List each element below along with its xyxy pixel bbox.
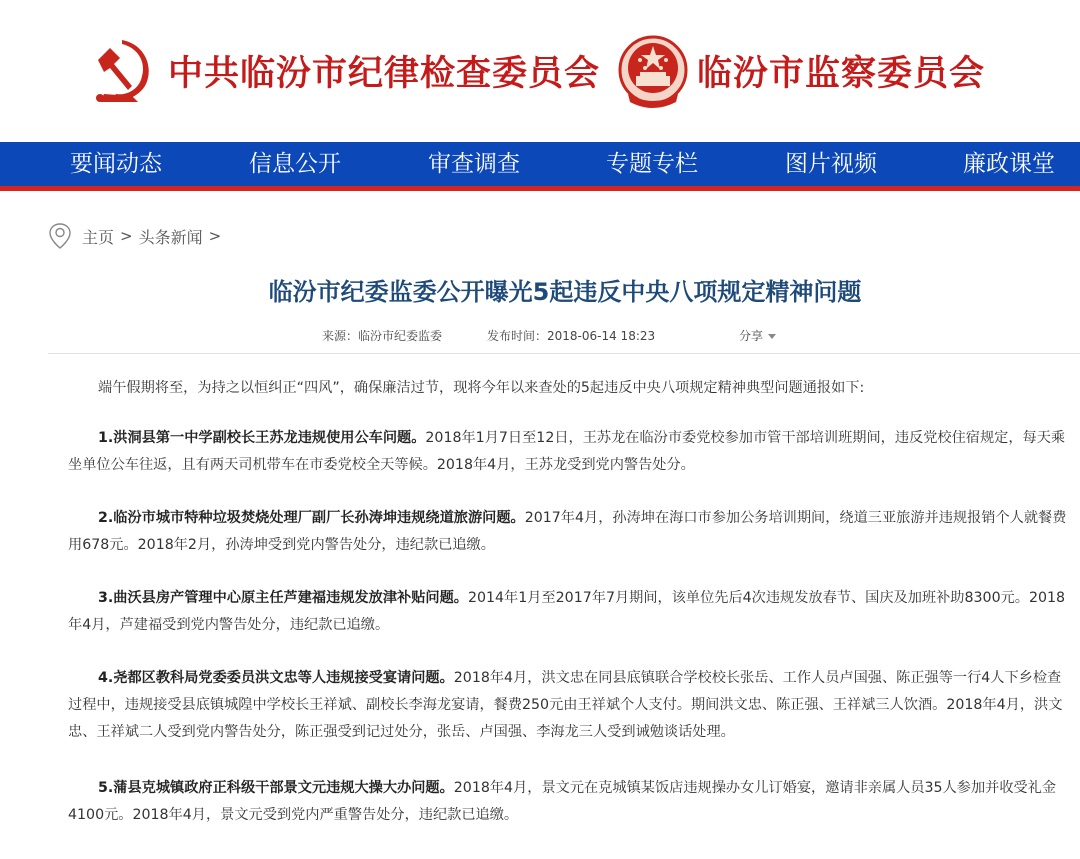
case-paragraph [68, 665, 1068, 746]
nav-item-special-topics[interactable]: 专题专栏 [606, 151, 698, 177]
case-text: 2018年1月7日至12日，王苏龙在临汾市委党校参加市管干部培训班期间，违反党校住宿规定，每天乘坐单位公车往返，且有两天司机带车在市委党校全天等候。2018年4月，王苏龙受到党内警告处分。 [68, 430, 1066, 473]
breadcrumb [48, 222, 227, 250]
breadcrumb-headlines[interactable]: 头条新闻 [138, 227, 203, 247]
article-intro: 端午假期将至，为持之以恒纠正“四风”，确保廉洁过节，现将今年以来查处的5起违反中央八项规定精神典型问题通报如下: [98, 380, 865, 396]
national-emblem-icon [618, 34, 688, 110]
case-paragraph [68, 775, 1068, 829]
case-heading: 2.临汾市城市特种垃圾焚烧处理厂副厂长孙涛坤违规绕道旅游问题。 [98, 510, 525, 526]
location-pin-icon [48, 222, 72, 250]
breadcrumb-separator: > [208, 227, 222, 245]
share-dropdown[interactable] [739, 326, 776, 346]
nav-item-photos-videos[interactable]: 图片视频 [785, 151, 877, 177]
article-title: 临汾市纪委监委公开曝光5起违反中央八项规定精神问题 [268, 278, 862, 306]
breadcrumb-home[interactable]: 主页 [82, 227, 115, 247]
case-text: 2018年4月，洪文忠在同县底镇联合学校校长张岳、工作人员卢国强、陈正强等一行4人下乡检查过程中，违规接受县底镇城隍中学校长王祥斌、副校长李海龙宴请，餐费250元由王祥斌个人支付。期间洪文忠、陈正强、王祥斌三人饮酒。2018年4月，洪文忠、王祥斌二人受到党内警告处分，陈正强受到记过处分，张岳、卢国强、李海龙三人受到诫勉谈话处理。 [68, 670, 1063, 740]
case-text: 2018年4月，景文元在克城镇某饭店违规操办女儿订婚宴，邀请非亲属人员35人参加并收受礼金4100元。2018年4月，景文元受到党内严重警告处分，违纪款已追缴。 [68, 780, 1057, 823]
case-text: 2014年1月至2017年7月期间，该单位先后4次违规发放春节、国庆及加班补助8300元。2018年4月，芦建福受到党内警告处分，违纪款已追缴。 [68, 590, 1066, 633]
header-title-supervision: 临汾市监察委员会 [697, 53, 986, 94]
case-text: 2017年4月，孙涛坤在海口市参加公务培训期间，绕道三亚旅游并违规报销个人就餐费用678元。2018年2月，孙涛坤受到党内警告处分，违纪款已追缴。 [68, 510, 1067, 553]
case-heading: 3.曲沃县房产管理中心原主任芦建福违规发放津补贴问题。 [98, 590, 468, 606]
case-paragraph [68, 425, 1068, 479]
case-heading: 5.蒲县克城镇政府正科级干部景文元违规大操大办问题。 [98, 780, 454, 796]
nav-item-info-disclosure[interactable]: 信息公开 [249, 151, 341, 177]
nav-item-investigation[interactable]: 审查调查 [428, 151, 520, 177]
header-title-commission: 中共临汾市纪律检查委员会 [168, 53, 601, 94]
case-heading: 1.洪洞县第一中学副校长王苏龙违规使用公车问题。 [98, 430, 426, 446]
article-source: 来源：临汾市纪委监委 [322, 329, 443, 343]
breadcrumb-separator: > [120, 227, 133, 245]
main-nav [0, 142, 1080, 186]
title-divider [48, 353, 1080, 354]
case-paragraph [68, 505, 1068, 559]
party-emblem-icon [92, 36, 158, 106]
site-header [0, 0, 1080, 142]
nav-accent-bar [0, 186, 1080, 191]
case-heading: 4.尧都区教科局党委委员洪文忠等人违规接受宴请问题。 [98, 670, 454, 686]
caret-down-icon [768, 334, 776, 339]
nav-item-integrity-class[interactable]: 廉政课堂 [963, 151, 1055, 177]
article-publish-time: 发布时间：2018-06-14 18:23 [487, 329, 656, 343]
case-paragraph [68, 585, 1068, 639]
nav-item-news[interactable]: 要闻动态 [70, 151, 162, 177]
share-label: 分享 [739, 329, 764, 343]
